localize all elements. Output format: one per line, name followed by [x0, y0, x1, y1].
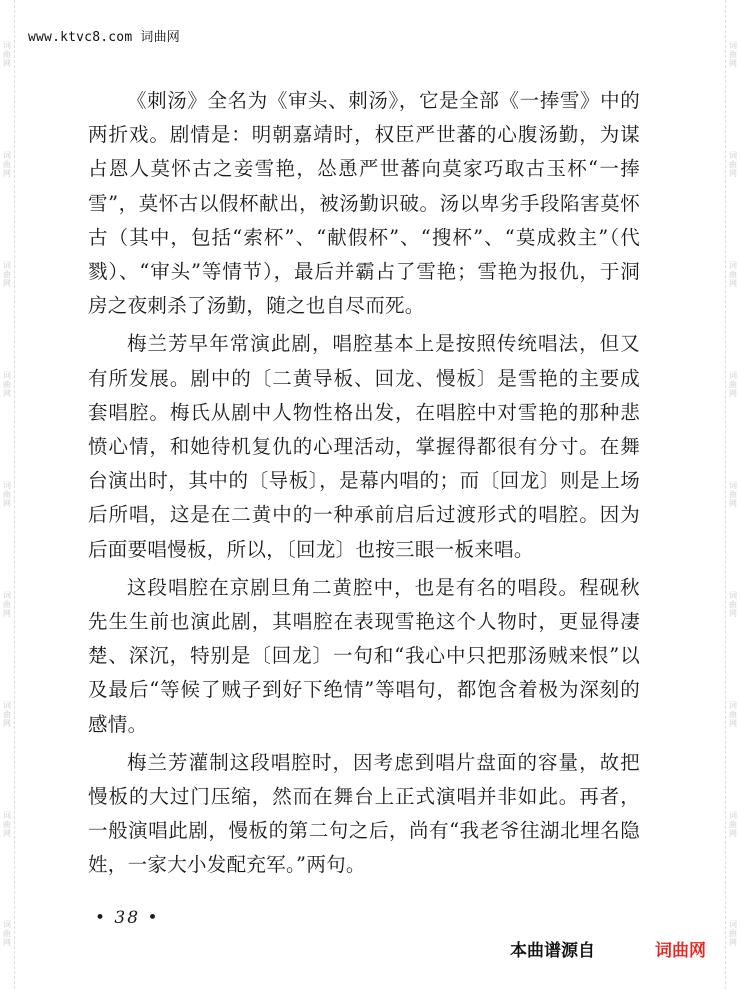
left-margin-watermark-strip: [0, 0, 15, 989]
margin-watermark-mark: [3, 701, 11, 728]
margin-watermark-char: 网: [3, 389, 11, 399]
margin-watermark-char: 网: [3, 608, 11, 618]
margin-watermark-mark: [729, 701, 737, 728]
margin-watermark-char: 词: [729, 371, 737, 381]
margin-watermark-char: 网: [3, 828, 11, 838]
margin-watermark-char: 词: [729, 151, 737, 161]
margin-watermark-char: 曲: [3, 599, 11, 609]
margin-watermark-char: 曲: [3, 709, 11, 719]
margin-watermark-mark: [729, 481, 737, 508]
source-note: 本曲谱源自: [510, 941, 595, 961]
margin-watermark-char: 曲: [3, 270, 11, 280]
margin-watermark-char: 词: [3, 590, 11, 600]
margin-watermark-mark: [729, 371, 737, 398]
margin-watermark-mark: [3, 371, 11, 398]
margin-watermark-mark: [3, 151, 11, 178]
margin-watermark-char: 曲: [729, 270, 737, 280]
document-body: [88, 84, 640, 883]
margin-watermark-mark: [729, 151, 737, 178]
margin-watermark-char: 词: [729, 261, 737, 271]
margin-watermark-char: 曲: [3, 819, 11, 829]
page-number: • 38 •: [95, 908, 160, 928]
margin-watermark-char: 曲: [3, 489, 11, 499]
margin-watermark-char: 网: [3, 498, 11, 508]
paragraph-4: 梅兰芳灌制这段唱腔时，因考虑到唱片盘面的容量，故把慢板的大过门压缩，然而在舞台上正式演唱并非如此。再者，一般演唱此剧，慢板的第二句之后，尚有“我老爷往湖北埋名隐姓，一家大小发配充军。”两句。: [88, 750, 640, 877]
margin-watermark-char: 曲: [3, 929, 11, 939]
margin-watermark-char: 网: [729, 279, 737, 289]
margin-watermark-char: 网: [729, 718, 737, 728]
paragraph-2: 梅兰芳早年常演此剧，唱腔基本上是按照传统唱法，但又有所发展。剧中的〔二黄导板、回龙、慢板〕是雪艳的主要成套唱腔。梅氏从剧中人物性格出发，在唱腔中对雪艳的那种悲愤心情，和她待机复仇的心理活动，掌握得都很有分寸。在舞台演出时，其中的〔导板〕，是幕内唱的；而〔回龙〕则是上场后所唱，这是在二黄中的一种承前启后过渡形式的唱腔。因为后面要唱慢板，所以，〔回龙〕也按三眼一板来唱。: [88, 332, 640, 561]
margin-watermark-mark: [3, 41, 11, 68]
margin-watermark-char: 词: [3, 920, 11, 930]
margin-watermark-char: 曲: [3, 50, 11, 60]
margin-watermark-char: 网: [729, 169, 737, 179]
paragraph-3: 这段唱腔在京剧旦角二黄腔中，也是有名的唱段。程砚秋先生生前也演此剧，其唱腔在表现雪艳这个人物时，更显得凄楚、深沉，特别是〔回龙〕一句和“我心中只把那汤贼来恨”以及最后“等候了贼子到好下绝情”等唱句，都饱含着极为深刻的感情。: [88, 575, 640, 736]
header-url-watermark: www.ktvc8.com 词曲网: [28, 30, 180, 45]
brand-logo-text[interactable]: 词曲网: [655, 941, 706, 961]
margin-watermark-char: 词: [3, 261, 11, 271]
margin-watermark-char: 网: [3, 938, 11, 948]
margin-watermark-mark: [3, 811, 11, 838]
margin-watermark-char: 网: [729, 389, 737, 399]
margin-watermark-char: 网: [729, 608, 737, 618]
margin-watermark-mark: [729, 261, 737, 288]
margin-watermark-char: 网: [729, 498, 737, 508]
margin-watermark-char: 曲: [729, 929, 737, 939]
margin-watermark-char: 网: [3, 718, 11, 728]
margin-watermark-mark: [729, 920, 737, 947]
margin-watermark-char: 曲: [729, 489, 737, 499]
margin-watermark-mark: [3, 481, 11, 508]
right-margin-watermark-strip: [725, 0, 740, 989]
margin-watermark-mark: [729, 41, 737, 68]
margin-watermark-char: 词: [729, 700, 737, 710]
margin-watermark-char: 曲: [3, 160, 11, 170]
margin-watermark-mark: [3, 261, 11, 288]
margin-watermark-mark: [3, 920, 11, 947]
margin-watermark-mark: [3, 591, 11, 618]
margin-watermark-char: 词: [729, 920, 737, 930]
margin-watermark-char: 词: [729, 590, 737, 600]
margin-watermark-char: 曲: [729, 709, 737, 719]
margin-watermark-char: 词: [729, 41, 737, 51]
margin-watermark-mark: [729, 811, 737, 838]
margin-watermark-char: 曲: [729, 160, 737, 170]
margin-watermark-char: 网: [729, 828, 737, 838]
margin-watermark-mark: [729, 591, 737, 618]
margin-watermark-char: 网: [3, 169, 11, 179]
paragraph-1: 《刺汤》全名为《审头、刺汤》，它是全部《一捧雪》中的两折戏。剧情是：明朝嘉靖时，权臣严世蕃的心腹汤勤，为谋占恩人莫怀古之妾雪艳，怂恿严世蕃向莫家巧取古玉杯“一捧雪”，莫怀古以假杯献出，被汤勤识破。汤以卑劣手段陷害莫怀古（其中，包括“索杯”、“献假杯”、“搜杯”、“莫成救主”（代戮）、“审头”等情节），最后并霸占了雪艳；雪艳为报仇，于洞房之夜刺杀了汤勤，随之也自尽而死。: [88, 89, 640, 318]
margin-watermark-char: 词: [3, 151, 11, 161]
margin-watermark-char: 曲: [3, 380, 11, 390]
margin-watermark-char: 曲: [729, 819, 737, 829]
margin-watermark-char: 词: [3, 371, 11, 381]
margin-watermark-char: 网: [3, 279, 11, 289]
margin-watermark-char: 词: [729, 810, 737, 820]
margin-watermark-char: 曲: [729, 380, 737, 390]
margin-watermark-char: 词: [3, 700, 11, 710]
margin-watermark-char: 词: [3, 41, 11, 51]
margin-watermark-char: 词: [729, 480, 737, 490]
margin-watermark-char: 词: [3, 810, 11, 820]
margin-watermark-char: 词: [3, 480, 11, 490]
margin-watermark-char: 曲: [729, 50, 737, 60]
margin-watermark-char: 网: [729, 59, 737, 69]
margin-watermark-char: 网: [729, 938, 737, 948]
margin-watermark-char: 曲: [729, 599, 737, 609]
margin-watermark-char: 网: [3, 59, 11, 69]
